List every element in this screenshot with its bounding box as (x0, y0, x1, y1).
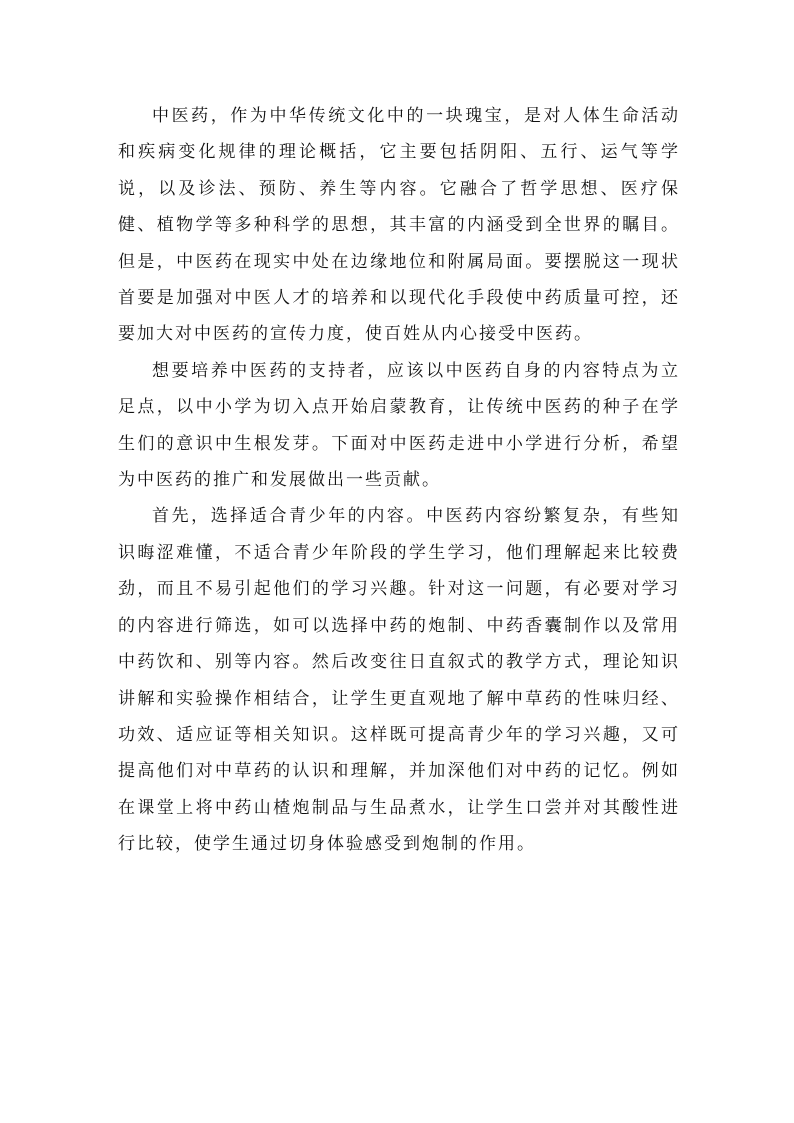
paragraph-2: 想要培养中医药的支持者，应该以中医药自身的内容特点为立足点，以中小学为切入点开始启蒙教育，让传统中医药的种子在学生们的意识中生根发芽。下面对中医药走进中小学进行分析，希望为中医药的推广和发展做出一些贡献。 (118, 360, 680, 491)
document-body (118, 98, 680, 863)
paragraph-1: 中医药，作为中华传统文化中的一块瑰宝，是对人体生命活动和疾病变化规律的理论概括，它主要包括阴阳、五行、运气等学说，以及诊法、预防、养生等内容。它融合了哲学思想、医疗保健、植物学等多种科学的思想，其丰富的内涵受到全世界的瞩目。但是，中医药在现实中处在边缘地位和附属局面。要摆脱这一现状首要是加强对中医人才的培养和以现代化手段使中药质量可控，还要加大对中医药的宣传力度，使百姓从内心接受中医药。 (118, 106, 680, 345)
paragraph-3: 首先，选择适合青少年的内容。中医药内容纷繁复杂，有些知识晦涩难懂，不适合青少年阶段的学生学习，他们理解起来比较费劲，而且不易引起他们的学习兴趣。针对这一问题，有必要对学习的内容进行筛选，如可以选择中药的炮制、中药香囊制作以及常用中药饮和、别等内容。然后改变往日直叙式的教学方式，理论知识讲解和实验操作相结合，让学生更直观地了解中草药的性味归经、功效、适应证等相关知识。这样既可提高青少年的学习兴趣，又可提高他们对中草药的认识和理解，并加深他们对中药的记忆。例如在课堂上将中药山楂炮制品与生品煮水，让学生口尝并对其酸性进行比较，使学生通过切身体验感受到炮制的作用。 (118, 506, 680, 855)
